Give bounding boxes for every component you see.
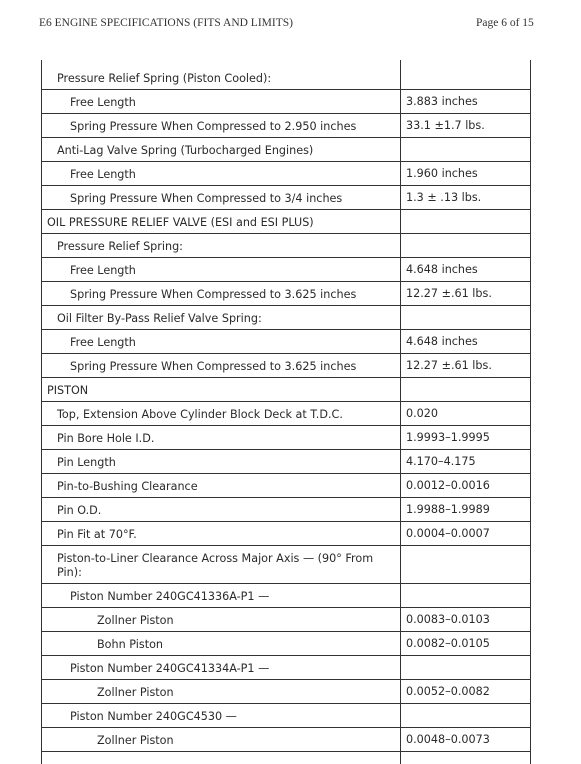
spec-value: 1.3 ± .13 lbs. [401,186,531,209]
document-title: E6 ENGINE SPECIFICATIONS (FITS AND LIMITS) [39,17,293,29]
spec-label: Pressure Relief Spring: [41,234,401,257]
table-row [41,258,531,282]
spec-label: Oil Filter By-Pass Relief Valve Spring: [41,306,401,329]
table-row [41,450,531,474]
spec-label: Spring Pressure When Compressed to 3.625 inches [41,354,401,377]
table-row [41,402,531,426]
table-row [41,66,531,90]
spec-label: Piston Number 240GC41336A-P1 — [41,584,401,607]
spec-label: Pin Length [41,450,401,473]
table-row [41,522,531,546]
table-row [41,282,531,306]
table-row [41,210,531,234]
spec-value [401,210,531,233]
spec-value [401,66,531,89]
table-row [41,728,531,752]
table-row [41,234,531,258]
table-row [41,498,531,522]
spec-value [401,378,531,401]
spec-label: OIL PRESSURE RELIEF VALVE (ESI and ESI PLUS) [41,210,401,233]
spec-label: Pin O.D. [41,498,401,521]
spec-value: 4.170–4.175 [401,450,531,473]
table-row [41,474,531,498]
table-row [41,680,531,704]
table-bottom-edge [41,752,531,764]
table-row [41,608,531,632]
spec-label: Piston-to-Liner Clearance Across Major Axis — (90° From Pin): [41,546,401,583]
spec-label: Pin Fit at 70°F. [41,522,401,545]
spec-value: 0.0012–0.0016 [401,474,531,497]
spec-value [401,306,531,329]
spec-value: 0.0083–0.0103 [401,608,531,631]
table-row [41,354,531,378]
spec-label: Piston Number 240GC41334A-P1 — [41,656,401,679]
spec-label: PISTON [41,378,401,401]
spec-label: Free Length [41,258,401,281]
table-row [41,378,531,402]
spec-value: 4.648 inches [401,258,531,281]
spec-label: Zollner Piston [41,608,401,631]
spec-value [401,546,531,583]
table-row [41,138,531,162]
spec-value [401,704,531,727]
spec-value: 1.9988–1.9989 [401,498,531,521]
spec-value [401,656,531,679]
spec-label: Free Length [41,90,401,113]
spec-label: Free Length [41,162,401,185]
table-row [41,704,531,728]
table-row [41,306,531,330]
spec-value [401,138,531,161]
table-row [41,330,531,354]
spec-value [401,584,531,607]
spec-value: 4.648 inches [401,330,531,353]
table-row [41,114,531,138]
table-row [41,584,531,608]
spec-value: 0.020 [401,402,531,425]
spec-label: Free Length [41,330,401,353]
spec-label: Piston Number 240GC4530 — [41,704,401,727]
table-row [41,656,531,680]
table-row [41,186,531,210]
spec-value: 12.27 ±.61 lbs. [401,354,531,377]
spec-value: 0.0048–0.0073 [401,728,531,751]
spec-label: Pressure Relief Spring (Piston Cooled): [41,66,401,89]
spec-label: Top, Extension Above Cylinder Block Deck at T.D.C. [41,402,401,425]
spec-value: 0.0082–0.0105 [401,632,531,655]
spec-value: 1.960 inches [401,162,531,185]
table-row [41,90,531,114]
spec-label: Spring Pressure When Compressed to 3.625 inches [41,282,401,305]
spec-value: 12.27 ±.61 lbs. [401,282,531,305]
spec-value: 0.0052–0.0082 [401,680,531,703]
spec-value: 33.1 ±1.7 lbs. [401,114,531,137]
spec-value: 1.9993–1.9995 [401,426,531,449]
table-row [41,426,531,450]
spec-label: Zollner Piston [41,728,401,751]
spec-label: Anti-Lag Valve Spring (Turbocharged Engines) [41,138,401,161]
spec-label: Spring Pressure When Compressed to 3/4 inches [41,186,401,209]
table-row [41,632,531,656]
page-number: Page 6 of 15 [476,17,534,29]
spec-value: 3.883 inches [401,90,531,113]
spec-label: Zollner Piston [41,680,401,703]
spec-value [401,234,531,257]
spec-label: Pin-to-Bushing Clearance [41,474,401,497]
spec-value: 0.0004–0.0007 [401,522,531,545]
table-row [41,162,531,186]
spec-label: Pin Bore Hole I.D. [41,426,401,449]
table-row [41,546,531,584]
spec-label: Spring Pressure When Compressed to 2.950 inches [41,114,401,137]
spec-table [41,60,531,764]
spec-label: Bohn Piston [41,632,401,655]
